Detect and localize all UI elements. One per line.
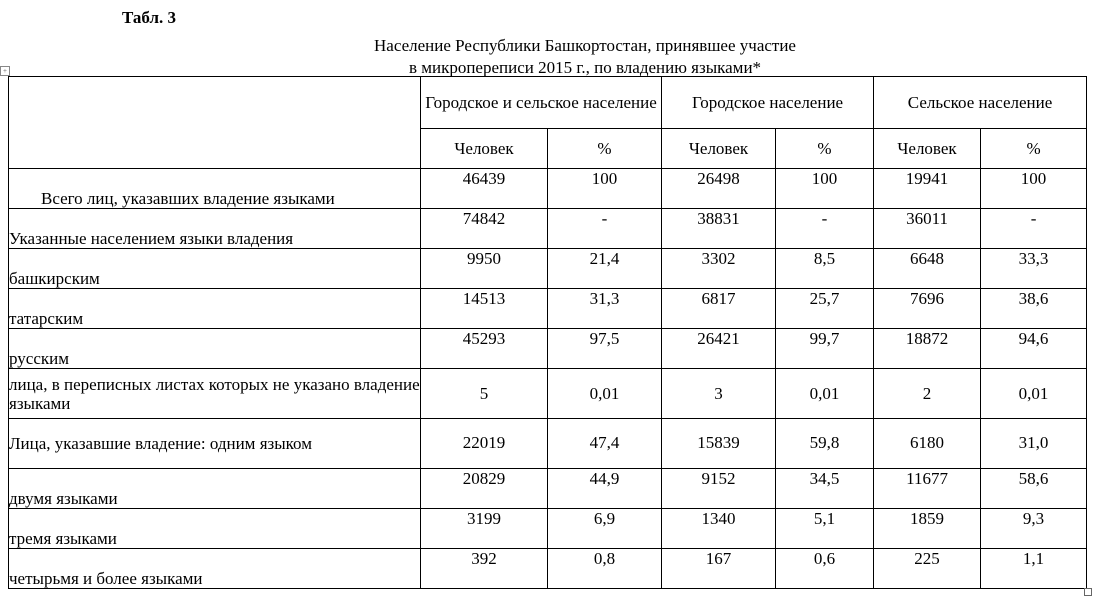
subheader-cell: % — [981, 129, 1087, 169]
cell-value: 9,3 — [981, 509, 1087, 549]
row-label: Лица, указавшие владение: одним языком — [9, 419, 421, 469]
table-row — [9, 249, 1087, 289]
cell-value: 9950 — [421, 249, 548, 289]
cell-value: 58,6 — [981, 469, 1087, 509]
cell-value: 21,4 — [548, 249, 662, 289]
cell-value: 225 — [874, 549, 981, 589]
cell-value: 22019 — [421, 419, 548, 469]
cell-value: 0,01 — [548, 369, 662, 419]
row-label: Всего лиц, указавших владение языками — [9, 169, 421, 209]
cell-value: 5 — [421, 369, 548, 419]
cell-value: 31,0 — [981, 419, 1087, 469]
cell-value: 14513 — [421, 289, 548, 329]
header-corner-cell — [9, 77, 421, 169]
cell-value: 392 — [421, 549, 548, 589]
cell-value: 1859 — [874, 509, 981, 549]
cell-value: 74842 — [421, 209, 548, 249]
table-row — [9, 169, 1087, 209]
table-resize-handle-icon[interactable] — [1084, 588, 1092, 596]
row-label: тремя языками — [9, 509, 421, 549]
cell-value: 167 — [662, 549, 776, 589]
cell-value: 6648 — [874, 249, 981, 289]
table-title-line-1: Население Республики Башкортостан, принявшее участие — [374, 36, 796, 55]
cell-value: 3302 — [662, 249, 776, 289]
population-language-table — [8, 76, 1087, 589]
cell-value: 33,3 — [981, 249, 1087, 289]
cell-value: 3199 — [421, 509, 548, 549]
cell-value: 8,5 — [776, 249, 874, 289]
table-row — [9, 329, 1087, 369]
row-label: двумя языками — [9, 469, 421, 509]
cell-value: - — [981, 209, 1087, 249]
cell-value: 100 — [776, 169, 874, 209]
cell-value: 6,9 — [548, 509, 662, 549]
cell-value: 36011 — [874, 209, 981, 249]
cell-value: 26498 — [662, 169, 776, 209]
cell-value: 100 — [548, 169, 662, 209]
cell-value: 59,8 — [776, 419, 874, 469]
table-row — [9, 209, 1087, 249]
cell-value: 100 — [981, 169, 1087, 209]
group-header-urban: Городское население — [662, 77, 874, 129]
table-move-handle-icon[interactable]: + — [0, 66, 10, 76]
row-label: лица, в переписных листах которых не указано владение языками — [9, 369, 421, 419]
cell-value: 0,8 — [548, 549, 662, 589]
subheader-cell: Человек — [874, 129, 981, 169]
cell-value: 99,7 — [776, 329, 874, 369]
cell-value: 15839 — [662, 419, 776, 469]
cell-value: 2 — [874, 369, 981, 419]
subheader-cell: Человек — [662, 129, 776, 169]
group-header-total: Городское и сельское население — [421, 77, 662, 129]
cell-value: 25,7 — [776, 289, 874, 329]
cell-value: 0,6 — [776, 549, 874, 589]
table-header-row — [9, 77, 1087, 129]
cell-value: 46439 — [421, 169, 548, 209]
cell-value: 97,5 — [548, 329, 662, 369]
table-row — [9, 419, 1087, 469]
table-row — [9, 289, 1087, 329]
subheader-cell: % — [776, 129, 874, 169]
cell-value: 6817 — [662, 289, 776, 329]
subheader-cell: % — [548, 129, 662, 169]
row-label: русским — [9, 329, 421, 369]
row-label: татарским — [9, 289, 421, 329]
cell-value: 26421 — [662, 329, 776, 369]
table-row — [9, 549, 1087, 589]
cell-value: 45293 — [421, 329, 548, 369]
table-label: Табл. 3 — [122, 8, 177, 27]
cell-value: 9152 — [662, 469, 776, 509]
cell-value: 38,6 — [981, 289, 1087, 329]
cell-value: 3 — [662, 369, 776, 419]
table-title-line-2: в микропереписи 2015 г., по владению языками* — [408, 58, 762, 77]
cell-value: 1340 — [662, 509, 776, 549]
row-label: Указанные населением языки владения — [9, 209, 421, 249]
cell-value: 0,01 — [981, 369, 1087, 419]
cell-value: 34,5 — [776, 469, 874, 509]
cell-value: 47,4 — [548, 419, 662, 469]
row-label: четырьмя и более языками — [9, 549, 421, 589]
row-label: башкирским — [9, 249, 421, 289]
cell-value: - — [776, 209, 874, 249]
cell-value: 0,01 — [776, 369, 874, 419]
table-row — [9, 469, 1087, 509]
cell-value: 5,1 — [776, 509, 874, 549]
cell-value: 20829 — [421, 469, 548, 509]
cell-value: 6180 — [874, 419, 981, 469]
table-row — [9, 369, 1087, 419]
cell-value: 44,9 — [548, 469, 662, 509]
cell-value: 1,1 — [981, 549, 1087, 589]
cell-value: 18872 — [874, 329, 981, 369]
cell-value: - — [548, 209, 662, 249]
table-row — [9, 509, 1087, 549]
cell-value: 19941 — [874, 169, 981, 209]
cell-value: 38831 — [662, 209, 776, 249]
subheader-cell: Человек — [421, 129, 548, 169]
cell-value: 11677 — [874, 469, 981, 509]
group-header-rural: Сельское население — [874, 77, 1087, 129]
cell-value: 31,3 — [548, 289, 662, 329]
cell-value: 7696 — [874, 289, 981, 329]
cell-value: 94,6 — [981, 329, 1087, 369]
